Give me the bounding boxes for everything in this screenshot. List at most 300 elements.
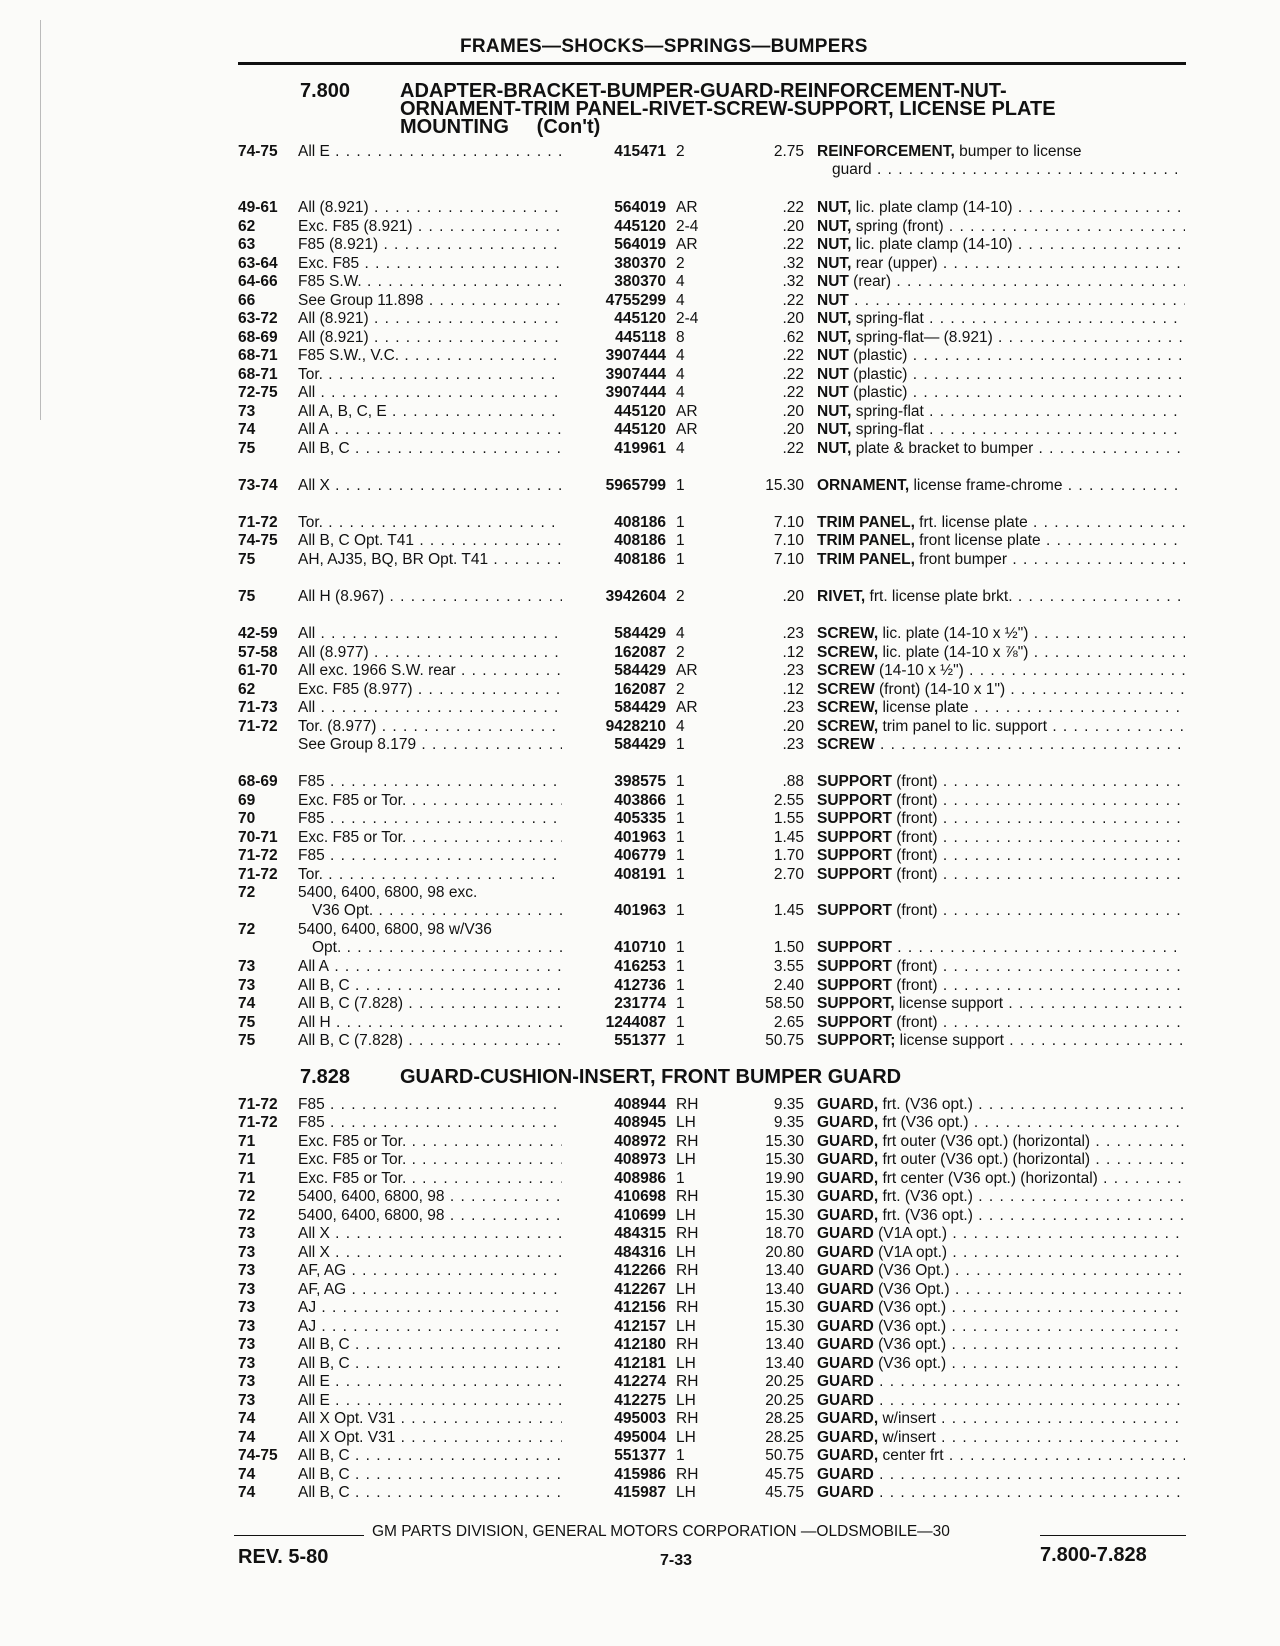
part-name: NUT (817, 384, 849, 401)
part-name: GUARD (817, 1336, 874, 1353)
table-row (0, 254, 1280, 273)
part-number: 445120 (614, 421, 666, 438)
year-range: 71-72 (238, 1096, 278, 1113)
part-detail: (14-10 x ½") (874, 662, 964, 679)
description (817, 1317, 1185, 1336)
description (817, 772, 1185, 791)
part-detail: (V36 Opt.) (873, 1281, 950, 1298)
price: 50.75 (765, 1032, 804, 1049)
part-name: GUARD, (817, 1410, 879, 1427)
table-row (0, 1280, 1280, 1299)
application-continued: Opt. . . . (312, 938, 562, 957)
description (817, 1280, 1185, 1299)
application: All B, C . . . (298, 1354, 562, 1373)
part-name: NUT, (817, 310, 852, 327)
part-name: SUPPORT (817, 902, 892, 919)
part-name: GUARD (817, 1244, 874, 1261)
price: 45.75 (765, 1466, 804, 1483)
description (817, 643, 1185, 662)
application: All . . . (298, 383, 562, 402)
part-name: SCREW, (817, 625, 879, 642)
year-range: 62 (238, 218, 256, 235)
section-7800-title-line-2: ORNAMENT-TRIM PANEL-RIVET-SCREW-SUPPORT, LICENSE PLATE (400, 98, 1056, 120)
price: 15.30 (765, 477, 804, 494)
description (817, 1446, 1185, 1465)
quantity: LH (676, 1151, 696, 1168)
price: 13.40 (765, 1262, 804, 1279)
part-detail: spring-flat— (8.921) (851, 329, 993, 346)
part-name: SUPPORT (817, 847, 892, 864)
part-number: 398575 (614, 773, 666, 790)
application: F85 . . . (298, 846, 562, 865)
quantity: 2 (676, 143, 685, 160)
part-number: 410699 (614, 1207, 666, 1224)
part-name: GUARD, (817, 1429, 879, 1446)
table-row (0, 309, 1280, 328)
table-row (0, 1446, 1280, 1465)
application: All B, C Opt. T41 . . . (298, 531, 562, 550)
table-row (0, 1483, 1280, 1502)
price: 19.90 (765, 1170, 804, 1187)
quantity: LH (676, 1281, 696, 1298)
application: AF, AG . . . (298, 1261, 562, 1280)
price: 50.75 (765, 1447, 804, 1464)
description (817, 217, 1185, 236)
quantity: 1 (676, 551, 685, 568)
year-range: 57-58 (238, 644, 278, 661)
description (817, 513, 1185, 532)
description (817, 383, 1185, 402)
part-detail: license frame-chrome (909, 477, 1063, 494)
part-number: 405335 (614, 810, 666, 827)
part-detail: (V36 Opt.) (873, 1262, 950, 1279)
price: .20 (782, 718, 804, 735)
part-name: GUARD (817, 1392, 874, 1409)
price: 28.25 (765, 1429, 804, 1446)
part-detail: spring-flat (851, 310, 924, 327)
quantity: 1 (676, 1014, 685, 1031)
part-detail: w/insert (878, 1429, 936, 1446)
part-number: 412736 (614, 977, 666, 994)
part-number: 415986 (614, 1466, 666, 1483)
price: 58.50 (765, 995, 804, 1012)
price: .22 (782, 440, 804, 457)
description (817, 1372, 1185, 1391)
table-row (0, 328, 1280, 347)
part-number: 412267 (614, 1281, 666, 1298)
part-name: SUPPORT (817, 939, 892, 956)
part-detail: center frt (878, 1447, 944, 1464)
quantity: 2-4 (676, 218, 699, 235)
part-name: TRIM PANEL, (817, 532, 915, 549)
table-row (0, 1372, 1280, 1391)
part-name: NUT (817, 292, 849, 309)
year-range: 74 (238, 995, 256, 1012)
table-row (0, 1113, 1280, 1132)
year-range: 71-72 (238, 514, 278, 531)
part-detail: (V1A opt.) (873, 1244, 948, 1261)
application: All . . . (298, 698, 562, 717)
application: F85 S.W. . . . (298, 272, 562, 291)
price: 2.55 (773, 792, 804, 809)
application: All (8.977) . . . (298, 643, 562, 662)
table-row (0, 420, 1280, 439)
description (817, 791, 1185, 810)
part-name: GUARD, (817, 1188, 879, 1205)
price: .22 (782, 199, 804, 216)
price: .22 (782, 347, 804, 364)
table-row (0, 272, 1280, 291)
section-7800-title-line-3: MOUNTING (Con't) (400, 116, 601, 138)
description (817, 142, 1185, 161)
part-number: 1244087 (605, 1014, 666, 1031)
price: 13.40 (765, 1281, 804, 1298)
part-number: 419961 (614, 440, 666, 457)
part-detail: frt. license plate brkt. (865, 588, 1013, 605)
description (817, 420, 1185, 439)
application: Tor. (8.977) . . . (298, 717, 562, 736)
part-number: 5965799 (605, 477, 666, 494)
application: Exc. F85 or Tor. . . . (298, 791, 562, 810)
price: .20 (782, 421, 804, 438)
section-7800-heading (0, 82, 1280, 142)
year-range: 72 (238, 884, 256, 901)
part-detail: frt outer (V36 opt.) (horizontal) (878, 1133, 1091, 1150)
quantity: AR (676, 403, 698, 420)
part-name: GUARD (817, 1318, 874, 1335)
part-detail: lic. plate (14-10 x ⅞") (878, 644, 1029, 661)
table-row (0, 1013, 1280, 1032)
page-title: FRAMES—SHOCKS—SPRINGS—BUMPERS (460, 36, 868, 57)
table-row (0, 994, 1280, 1013)
table-row (0, 828, 1280, 847)
table-row (0, 643, 1280, 662)
price: 1.70 (773, 847, 804, 864)
quantity: 1 (676, 995, 685, 1012)
price: 20.80 (765, 1244, 804, 1261)
price: 18.70 (765, 1225, 804, 1242)
quantity: 1 (676, 866, 685, 883)
part-name: GUARD, (817, 1170, 879, 1187)
quantity: LH (676, 1392, 696, 1409)
year-range: 71-72 (238, 718, 278, 735)
part-name: NUT, (817, 255, 852, 272)
part-number: 408944 (614, 1096, 666, 1113)
part-detail: frt. license plate (914, 514, 1028, 531)
section-7800-number: 7.800 (300, 80, 351, 102)
year-range: 73 (238, 1355, 256, 1372)
part-detail: (front) (14-10 x 1") (874, 681, 1006, 698)
part-number: 445120 (614, 218, 666, 235)
part-number: 584429 (614, 699, 666, 716)
description (817, 1261, 1185, 1280)
application: All B, C . . . (298, 439, 562, 458)
description (817, 1132, 1185, 1151)
quantity: 2 (676, 681, 685, 698)
description (817, 865, 1185, 884)
quantity: 4 (676, 718, 685, 735)
description (817, 1095, 1185, 1114)
price: .20 (782, 310, 804, 327)
quantity: 4 (676, 384, 685, 401)
part-number: 401963 (614, 902, 666, 919)
part-number: 415471 (614, 143, 666, 160)
price: 2.65 (773, 1014, 804, 1031)
table-row (0, 735, 1280, 754)
part-detail: (rear) (848, 273, 892, 290)
part-name: RIVET, (817, 588, 866, 605)
description (817, 1013, 1185, 1032)
quantity: 1 (676, 1170, 685, 1187)
part-number: 408186 (614, 532, 666, 549)
part-number: 380370 (614, 255, 666, 272)
year-range: 75 (238, 551, 256, 568)
price: 7.10 (773, 532, 804, 549)
year-range: 72 (238, 1188, 256, 1205)
description (817, 661, 1185, 680)
quantity: 2 (676, 588, 685, 605)
description (817, 717, 1185, 736)
year-range: 72-75 (238, 384, 278, 401)
price: .62 (782, 329, 804, 346)
quantity: LH (676, 1244, 696, 1261)
application: All B, C . . . (298, 976, 562, 995)
quantity: LH (676, 1114, 696, 1131)
quantity: 1 (676, 958, 685, 975)
table-row (0, 365, 1280, 384)
quantity: 2 (676, 644, 685, 661)
year-range: 63-72 (238, 310, 278, 327)
part-number: 445120 (614, 310, 666, 327)
description (817, 828, 1185, 847)
description (817, 198, 1185, 217)
description (817, 587, 1185, 606)
part-detail: (front) (891, 829, 938, 846)
table-row (0, 883, 1280, 902)
quantity: 1 (676, 977, 685, 994)
part-detail: lic. plate clamp (14-10) (851, 236, 1013, 253)
description (817, 254, 1185, 273)
quantity: RH (676, 1466, 699, 1483)
description (817, 1465, 1185, 1484)
description (817, 809, 1185, 828)
year-range: 42-59 (238, 625, 278, 642)
part-name: GUARD (817, 1373, 874, 1390)
part-name: NUT (817, 347, 849, 364)
year-range: 68-71 (238, 366, 278, 383)
quantity: AR (676, 236, 698, 253)
quantity: 1 (676, 939, 685, 956)
quantity: 1 (676, 532, 685, 549)
table-row (0, 957, 1280, 976)
part-name: SCREW (817, 662, 875, 679)
part-number: 412274 (614, 1373, 666, 1390)
price: 15.30 (765, 1318, 804, 1335)
application: Exc. F85 or Tor. . . . (298, 1132, 562, 1151)
quantity: 1 (676, 792, 685, 809)
section-7828-heading (0, 1068, 1280, 1090)
year-range: 73 (238, 1281, 256, 1298)
table-row (0, 346, 1280, 365)
part-detail: bumper to license (954, 143, 1082, 160)
table-row (0, 846, 1280, 865)
description (817, 976, 1185, 995)
application: All X . . . (298, 476, 562, 495)
part-detail: license plate (878, 699, 969, 716)
table-row (0, 198, 1280, 217)
description (817, 1150, 1185, 1169)
description (817, 846, 1185, 865)
description (817, 938, 1185, 957)
quantity: 1 (676, 1032, 685, 1049)
table-row (0, 476, 1280, 495)
year-range: 73 (238, 1318, 256, 1335)
description (817, 272, 1185, 291)
part-number: 484316 (614, 1244, 666, 1261)
table-row (0, 513, 1280, 532)
part-detail: (front) (891, 810, 938, 827)
application: F85 . . . (298, 1095, 562, 1114)
title-rule (238, 62, 1186, 65)
quantity: 1 (676, 1447, 685, 1464)
footer-rule-left (234, 1535, 364, 1536)
year-range: 71 (238, 1133, 256, 1150)
part-number: 445118 (615, 329, 666, 346)
part-name: GUARD, (817, 1133, 879, 1150)
part-number: 564019 (614, 236, 666, 253)
price: 20.25 (765, 1373, 804, 1390)
price: 13.40 (765, 1355, 804, 1372)
part-name: GUARD (817, 1225, 874, 1242)
description (817, 1206, 1185, 1225)
part-detail: (plastic) (848, 384, 908, 401)
description (817, 994, 1185, 1013)
year-range: 73 (238, 977, 256, 994)
price: 15.30 (765, 1188, 804, 1205)
section-7828-title: GUARD-CUSHION-INSERT, FRONT BUMPER GUARD (400, 1066, 902, 1088)
quantity: 4 (676, 347, 685, 364)
year-range: 68-71 (238, 347, 278, 364)
price: 7.10 (773, 514, 804, 531)
application: All B, C . . . (298, 1335, 562, 1354)
year-range: 73 (238, 1225, 256, 1242)
part-name: NUT, (817, 329, 852, 346)
application: 5400, 6400, 6800, 98 . . . (298, 1206, 562, 1225)
page-number: 7-33 (660, 1552, 693, 1569)
application: Tor. . . . (298, 513, 562, 532)
table-row (0, 142, 1280, 161)
part-name: SUPPORT (817, 958, 892, 975)
price: .32 (782, 273, 804, 290)
part-name: GUARD (817, 1355, 874, 1372)
application: 5400, 6400, 6800, 98 . . . (298, 1187, 562, 1206)
table-row (0, 1428, 1280, 1447)
year-range: 62 (238, 681, 256, 698)
year-range: 71-72 (238, 847, 278, 864)
part-detail: frt. (V36 opt.) (878, 1207, 973, 1224)
part-number: 584429 (614, 736, 666, 753)
quantity: 4 (676, 273, 685, 290)
description (817, 531, 1185, 550)
part-detail: spring-flat (851, 421, 924, 438)
part-name: NUT (817, 366, 849, 383)
part-number: 412180 (614, 1336, 666, 1353)
price: 7.10 (773, 551, 804, 568)
part-detail: (V36 opt.) (873, 1336, 947, 1353)
application: Exc. F85 or Tor. . . . (298, 1150, 562, 1169)
part-detail: frt. (V36 opt.) (878, 1096, 973, 1113)
part-name: SUPPORT; (817, 1032, 896, 1049)
application: AF, AG . . . (298, 1280, 562, 1299)
part-detail: (V36 opt.) (873, 1299, 947, 1316)
quantity: AR (676, 699, 698, 716)
year-range: 69 (238, 792, 256, 809)
price: .22 (782, 236, 804, 253)
quantity: 1 (676, 810, 685, 827)
part-number: 3907444 (605, 384, 666, 401)
application: All B, C . . . (298, 1465, 562, 1484)
application: AJ . . . (298, 1317, 562, 1336)
application: All H . . . (298, 1013, 562, 1032)
description (817, 550, 1185, 569)
quantity: 4 (676, 625, 685, 642)
part-detail: (V1A opt.) (873, 1225, 948, 1242)
part-number: 408186 (614, 514, 666, 531)
table-row-continuation (0, 938, 1280, 957)
binding-edge-mark (40, 20, 41, 420)
application: F85 S.W., V.C. . . . (298, 346, 562, 365)
application: All (8.921) . . . (298, 198, 562, 217)
table-row (0, 1132, 1280, 1151)
part-number: 584429 (614, 662, 666, 679)
year-range: 75 (238, 588, 256, 605)
part-detail: spring (front) (851, 218, 944, 235)
part-detail: front bumper (914, 551, 1008, 568)
year-range: 74-75 (238, 1447, 278, 1464)
part-detail: plate & bracket to bumper (851, 440, 1034, 457)
price: .12 (782, 681, 804, 698)
year-range: 73 (238, 1244, 256, 1261)
part-number: 416253 (614, 958, 666, 975)
year-range: 74 (238, 421, 256, 438)
application: Exc. F85 (8.977) . . . (298, 680, 562, 699)
year-range: 73 (238, 1299, 256, 1316)
application: F85 (8.921) . . . (298, 235, 562, 254)
year-range: 74-75 (238, 143, 278, 160)
part-number: 408945 (614, 1114, 666, 1131)
price: 20.25 (765, 1392, 804, 1409)
year-range: 75 (238, 1014, 256, 1031)
table-row (0, 920, 1280, 939)
year-range: 73 (238, 403, 256, 420)
table-row (0, 1243, 1280, 1262)
footer-center-text: GM PARTS DIVISION, GENERAL MOTORS CORPORATION —OLDSMOBILE—30 (372, 1523, 950, 1540)
quantity: 4 (676, 440, 685, 457)
part-detail: (plastic) (848, 366, 908, 383)
price: .22 (782, 384, 804, 401)
application: All X . . . (298, 1224, 562, 1243)
table-row (0, 809, 1280, 828)
part-name: REINFORCEMENT, (817, 143, 955, 160)
quantity: 8 (676, 329, 685, 346)
application: All X Opt. V31 . . . (298, 1428, 562, 1447)
part-number: 584429 (614, 625, 666, 642)
description (817, 698, 1185, 717)
part-detail: (plastic) (848, 347, 908, 364)
part-number: 162087 (614, 681, 666, 698)
table-row (0, 976, 1280, 995)
part-name: SCREW (817, 681, 875, 698)
